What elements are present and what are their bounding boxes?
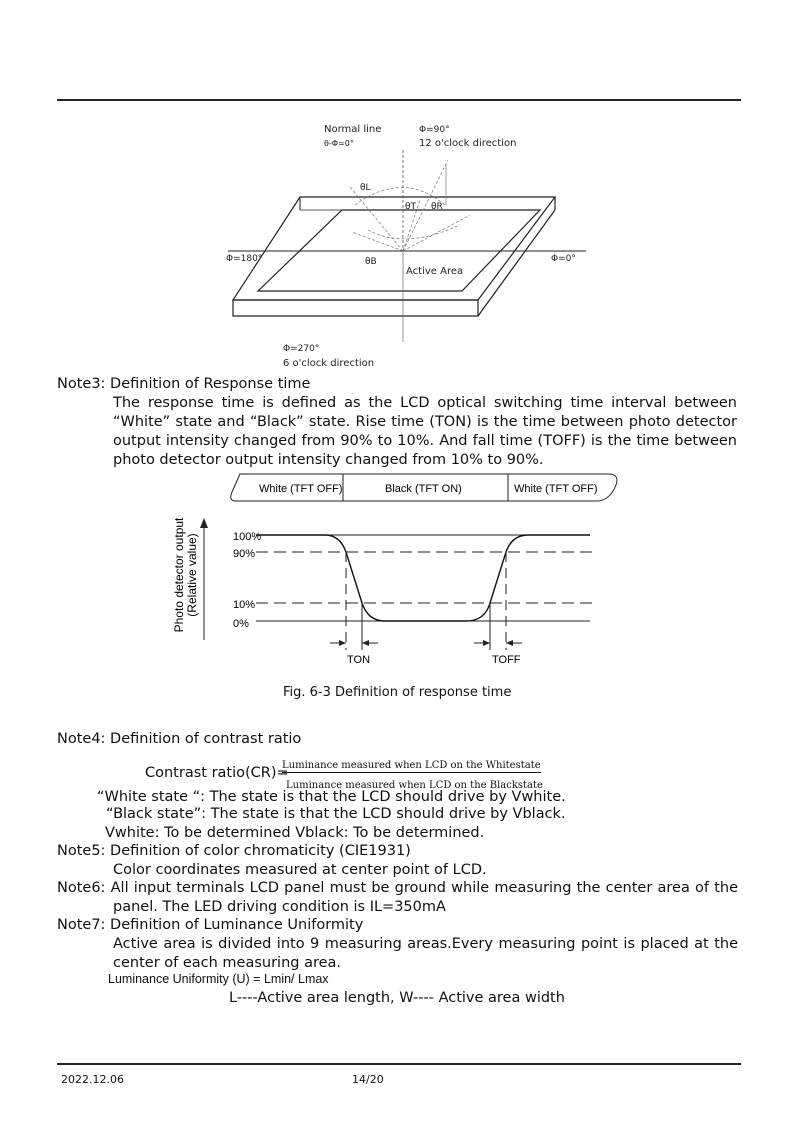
- label-theta-phi: θ-Φ=0°: [324, 139, 354, 148]
- note6-line2: panel. The LED driving condition is IL=350mA: [113, 899, 446, 915]
- band-black: Black (TFT ON): [385, 483, 462, 495]
- label-clock12: 12 o'clock direction: [419, 138, 517, 149]
- uniformity-formula: Luminance Uniformity (U) = Lmin/ Lmax: [108, 972, 329, 986]
- note6-line1: Note6: All input terminals LCD panel must be ground while measuring the center area of the: [57, 880, 738, 896]
- response-time-diagram: [165, 470, 630, 670]
- footer-rule: [57, 1063, 741, 1065]
- note7-heading: Note7: Definition of Luminance Uniformity: [57, 917, 364, 933]
- note7-line1: Active area is divided into 9 measuring areas.Every measuring point is placed at the: [113, 936, 738, 952]
- note3-heading: Note3: Definition of Response time: [57, 376, 311, 392]
- level-90: 90%: [233, 548, 256, 560]
- label-phi180: Φ=180°: [226, 254, 263, 264]
- label-toff: TOFF: [492, 654, 521, 666]
- label-clock6: 6 o'clock direction: [283, 358, 375, 369]
- ylabel-line1: Photo detector output: [172, 517, 186, 633]
- contrast-ratio-label: Contrast ratio(CR)=: [145, 765, 289, 781]
- viewing-angle-diagram: [220, 115, 590, 375]
- contrast-numerator: Luminance measured when LCD on the Whitestate: [282, 760, 541, 771]
- note3-line: “White” state and “Black” state. Rise time (TON) is the time between photo detector: [113, 414, 737, 430]
- footer-date: 2022.12.06: [61, 1073, 124, 1086]
- band-white-left: White (TFT OFF): [259, 483, 343, 495]
- black-state-def: “Black state”: The state is that the LCD should drive by Vblack.: [106, 806, 566, 822]
- lw-definition: L----Active area length, W---- Active area width: [229, 990, 565, 1006]
- level-0: 0%: [233, 618, 249, 630]
- page-number: 14/20: [352, 1073, 384, 1086]
- label-theta-r: θR: [431, 202, 443, 212]
- note4-heading: Note4: Definition of contrast ratio: [57, 731, 302, 747]
- label-theta-l: θL: [360, 183, 371, 193]
- label-active-area: Active Area: [406, 266, 464, 277]
- vwhite-vblack-def: Vwhite: To be determined Vblack: To be determined.: [105, 825, 485, 841]
- note3-line: output intensity changed from 90% to 10%. And fall time (TOFF) is the time between: [113, 433, 737, 449]
- figure-caption: Fig. 6-3 Definition of response time: [283, 685, 512, 700]
- band-white-right: White (TFT OFF): [514, 483, 598, 495]
- contrast-denominator: Luminance measured when LCD on the Blackstate: [286, 780, 543, 791]
- level-100: 100%: [233, 531, 262, 543]
- note7-line1-wrap: [113, 935, 738, 954]
- note3-paragraph: [113, 394, 737, 470]
- level-10: 10%: [233, 599, 256, 611]
- label-theta-t: θT: [405, 202, 417, 212]
- label-normal-line: Normal line: [324, 124, 382, 135]
- label-ton: TON: [347, 654, 371, 666]
- label-theta-b: θB: [365, 257, 377, 267]
- label-phi0: Φ=0°: [551, 254, 576, 264]
- note6-line1-wrap: [57, 879, 738, 898]
- note3-line: The response time is defined as the LCD optical switching time interval between: [113, 395, 737, 411]
- header-rule: [57, 99, 741, 101]
- note3-line: photo detector output intensity changed from 10% to 90%.: [113, 452, 544, 468]
- white-state-def: “White state “: The state is that the LCD should drive by Vwhite.: [97, 789, 566, 805]
- label-phi270: Φ=270°: [283, 344, 320, 354]
- note7-line2: center of each measuring area.: [113, 955, 342, 971]
- note5-line: Color coordinates measured at center point of LCD.: [113, 862, 487, 878]
- label-phi90: Φ=90°: [419, 125, 450, 135]
- ylabel-line2: (Relative value): [185, 533, 199, 617]
- note5-heading: Note5: Definition of color chromaticity (CIE1931): [57, 843, 411, 859]
